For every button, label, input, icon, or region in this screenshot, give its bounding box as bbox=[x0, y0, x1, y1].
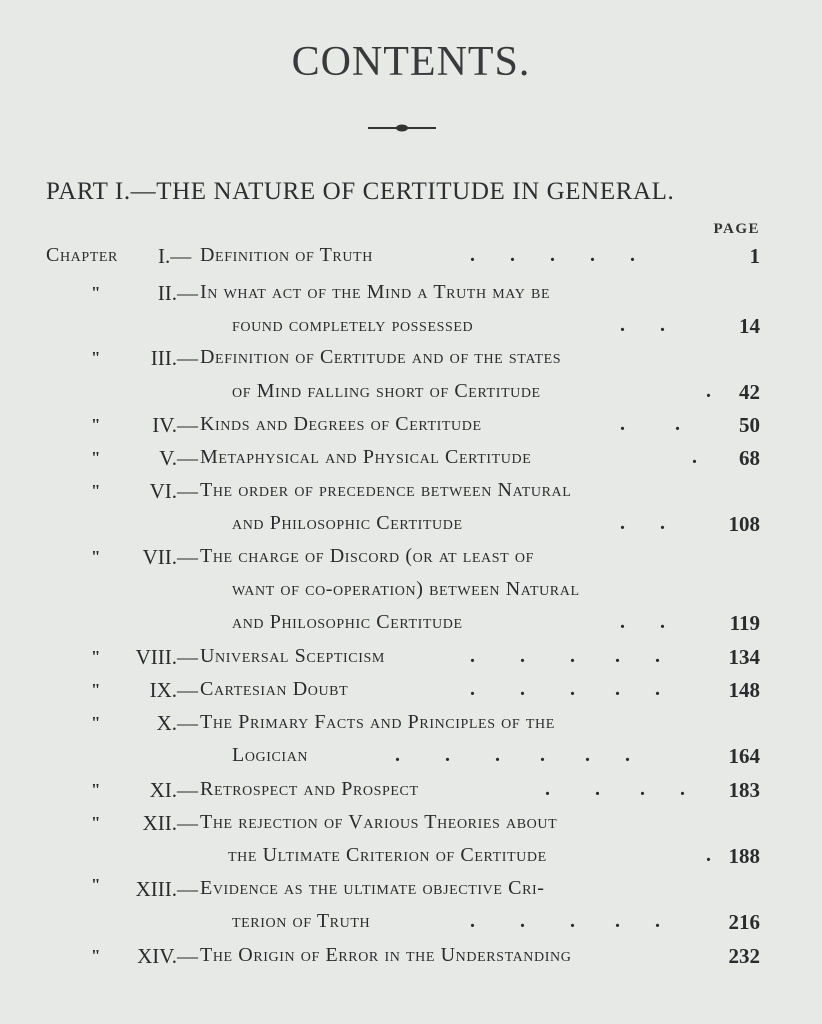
leader-dots: . . bbox=[620, 611, 665, 633]
page-number: 108 bbox=[728, 512, 760, 536]
toc-entry-continuation bbox=[0, 744, 822, 774]
page-number: 188 bbox=[728, 844, 760, 868]
chapter-title-line: Evidence as the ultimate objective Cri- bbox=[200, 877, 545, 899]
leader-dots: . . bbox=[620, 413, 680, 435]
chapter-word: Chapter bbox=[46, 244, 118, 266]
toc-entry-continuation bbox=[0, 314, 822, 344]
toc-entry bbox=[0, 346, 822, 376]
chapter-title-line: Logician bbox=[232, 744, 309, 766]
toc-entry bbox=[0, 877, 822, 907]
chapter-title-line: want of co-operation) between Natural bbox=[232, 578, 580, 600]
toc-entry-continuation bbox=[0, 844, 822, 874]
part-heading: PART I.—THE NATURE OF CERTITUDE IN GENERAL. bbox=[46, 178, 675, 205]
chapter-title-line: Cartesian Doubt bbox=[200, 678, 349, 700]
page-column-heading: PAGE bbox=[713, 221, 760, 237]
toc-entry bbox=[0, 678, 822, 708]
leader-dots: . . . . . bbox=[470, 645, 660, 667]
chapter-numeral: XI.— bbox=[149, 778, 198, 802]
toc-entry bbox=[0, 711, 822, 741]
chapter-title-line: terion of Truth bbox=[232, 910, 371, 932]
leader-dots: . . . . bbox=[545, 778, 685, 800]
ditto-mark: " bbox=[91, 415, 101, 434]
chapter-title-line: The charge of Discord (or at least of bbox=[200, 545, 534, 567]
chapter-numeral: IX.— bbox=[149, 678, 198, 702]
page-number: 183 bbox=[728, 778, 760, 802]
chapter-title-line: The Origin of Error in the Understanding bbox=[200, 944, 572, 966]
chapter-title-line: Kinds and Degrees of Certitude bbox=[200, 413, 482, 435]
chapter-numeral: XIV.— bbox=[137, 944, 198, 968]
toc-entry bbox=[0, 778, 822, 808]
chapter-title-line: and Philosophic Certitude bbox=[232, 512, 463, 534]
page-title: CONTENTS. bbox=[291, 39, 531, 85]
chapter-title-line: Retrospect and Prospect bbox=[200, 778, 419, 800]
ditto-mark: " bbox=[91, 547, 101, 566]
toc-entry-continuation bbox=[0, 611, 822, 641]
leader-dots: . . . . . bbox=[470, 910, 660, 932]
ditto-mark: " bbox=[91, 713, 101, 732]
ditto-mark: " bbox=[91, 780, 101, 799]
page-number: 148 bbox=[728, 678, 760, 702]
chapter-title-line: and Philosophic Certitude bbox=[232, 611, 463, 633]
ditto-mark: " bbox=[91, 647, 101, 666]
page-number: 50 bbox=[739, 413, 760, 437]
chapter-numeral: V.— bbox=[159, 446, 198, 470]
page-number: 164 bbox=[728, 744, 760, 768]
toc-entry-continuation bbox=[0, 380, 822, 410]
page-number: 68 bbox=[739, 446, 760, 470]
toc-entry bbox=[0, 545, 822, 575]
chapter-title-line: Universal Scepticism bbox=[200, 645, 385, 667]
leader-dots: . bbox=[706, 380, 711, 402]
chapter-numeral: XII.— bbox=[142, 811, 198, 835]
chapter-numeral: X.— bbox=[156, 711, 198, 735]
chapter-title-line: The Primary Facts and Principles of the bbox=[200, 711, 555, 733]
leader-dots: . bbox=[706, 844, 711, 866]
page-number: 42 bbox=[739, 380, 760, 404]
toc-entry bbox=[0, 413, 822, 443]
toc-entry-continuation bbox=[0, 512, 822, 542]
leader-dots: . . . . . . bbox=[395, 744, 630, 766]
page-number: 1 bbox=[749, 244, 760, 268]
chapter-numeral: III.— bbox=[150, 346, 198, 370]
ditto-mark: " bbox=[91, 283, 101, 302]
chapter-title-line: In what act of the Mind a Truth may be bbox=[200, 281, 551, 303]
chapter-title-line: The order of precedence between Natural bbox=[200, 479, 572, 501]
chapter-numeral: VII.— bbox=[142, 545, 198, 569]
toc-entry bbox=[0, 811, 822, 841]
ditto-mark: " bbox=[91, 348, 101, 367]
chapter-title-line: of Mind falling short of Certitude bbox=[232, 380, 541, 402]
page-number: 232 bbox=[728, 944, 760, 968]
chapter-numeral: I.— bbox=[158, 244, 192, 268]
toc-entry-continuation bbox=[0, 578, 822, 608]
chapter-title-line: the Ultimate Criterion of Certitude bbox=[228, 844, 547, 866]
chapter-numeral: VIII.— bbox=[135, 645, 198, 669]
page-number: 216 bbox=[728, 910, 760, 934]
toc-entry bbox=[0, 479, 822, 509]
chapter-title-line: Definition of Truth bbox=[200, 244, 373, 266]
chapter-numeral: II.— bbox=[157, 281, 198, 305]
page-number: 134 bbox=[728, 645, 760, 669]
ditto-mark: " bbox=[91, 680, 101, 699]
toc-entry bbox=[0, 446, 822, 476]
chapter-title-line: Metaphysical and Physical Certitude bbox=[200, 446, 532, 468]
page-number: 119 bbox=[729, 611, 760, 635]
chapter-numeral: IV.— bbox=[152, 413, 198, 437]
ditto-mark: " bbox=[91, 813, 101, 832]
ditto-mark: " bbox=[91, 875, 101, 894]
toc-entry bbox=[0, 281, 822, 311]
toc-entry bbox=[0, 944, 822, 974]
ditto-mark: " bbox=[91, 481, 101, 500]
leader-dots: . . bbox=[620, 314, 665, 336]
chapter-title-line: found completely possessed bbox=[232, 314, 474, 336]
leader-dots: . . . . . bbox=[470, 244, 635, 266]
page-number: 14 bbox=[739, 314, 760, 338]
toc-entry-continuation bbox=[0, 910, 822, 940]
chapter-title-line: The rejection of Various Theories about bbox=[200, 811, 558, 833]
leader-dots: . bbox=[692, 446, 697, 468]
leader-dots: . . . . . bbox=[470, 678, 660, 700]
chapter-numeral: VI.— bbox=[149, 479, 198, 503]
ditto-mark: " bbox=[91, 448, 101, 467]
toc-entry bbox=[0, 645, 822, 675]
ditto-mark: " bbox=[91, 946, 101, 965]
divider-ornament-icon bbox=[368, 120, 436, 136]
chapter-title-line: Definition of Certitude and of the states bbox=[200, 346, 562, 368]
leader-dots: . . bbox=[620, 512, 665, 534]
chapter-numeral: XIII.— bbox=[135, 877, 198, 901]
toc-entry bbox=[0, 244, 822, 274]
